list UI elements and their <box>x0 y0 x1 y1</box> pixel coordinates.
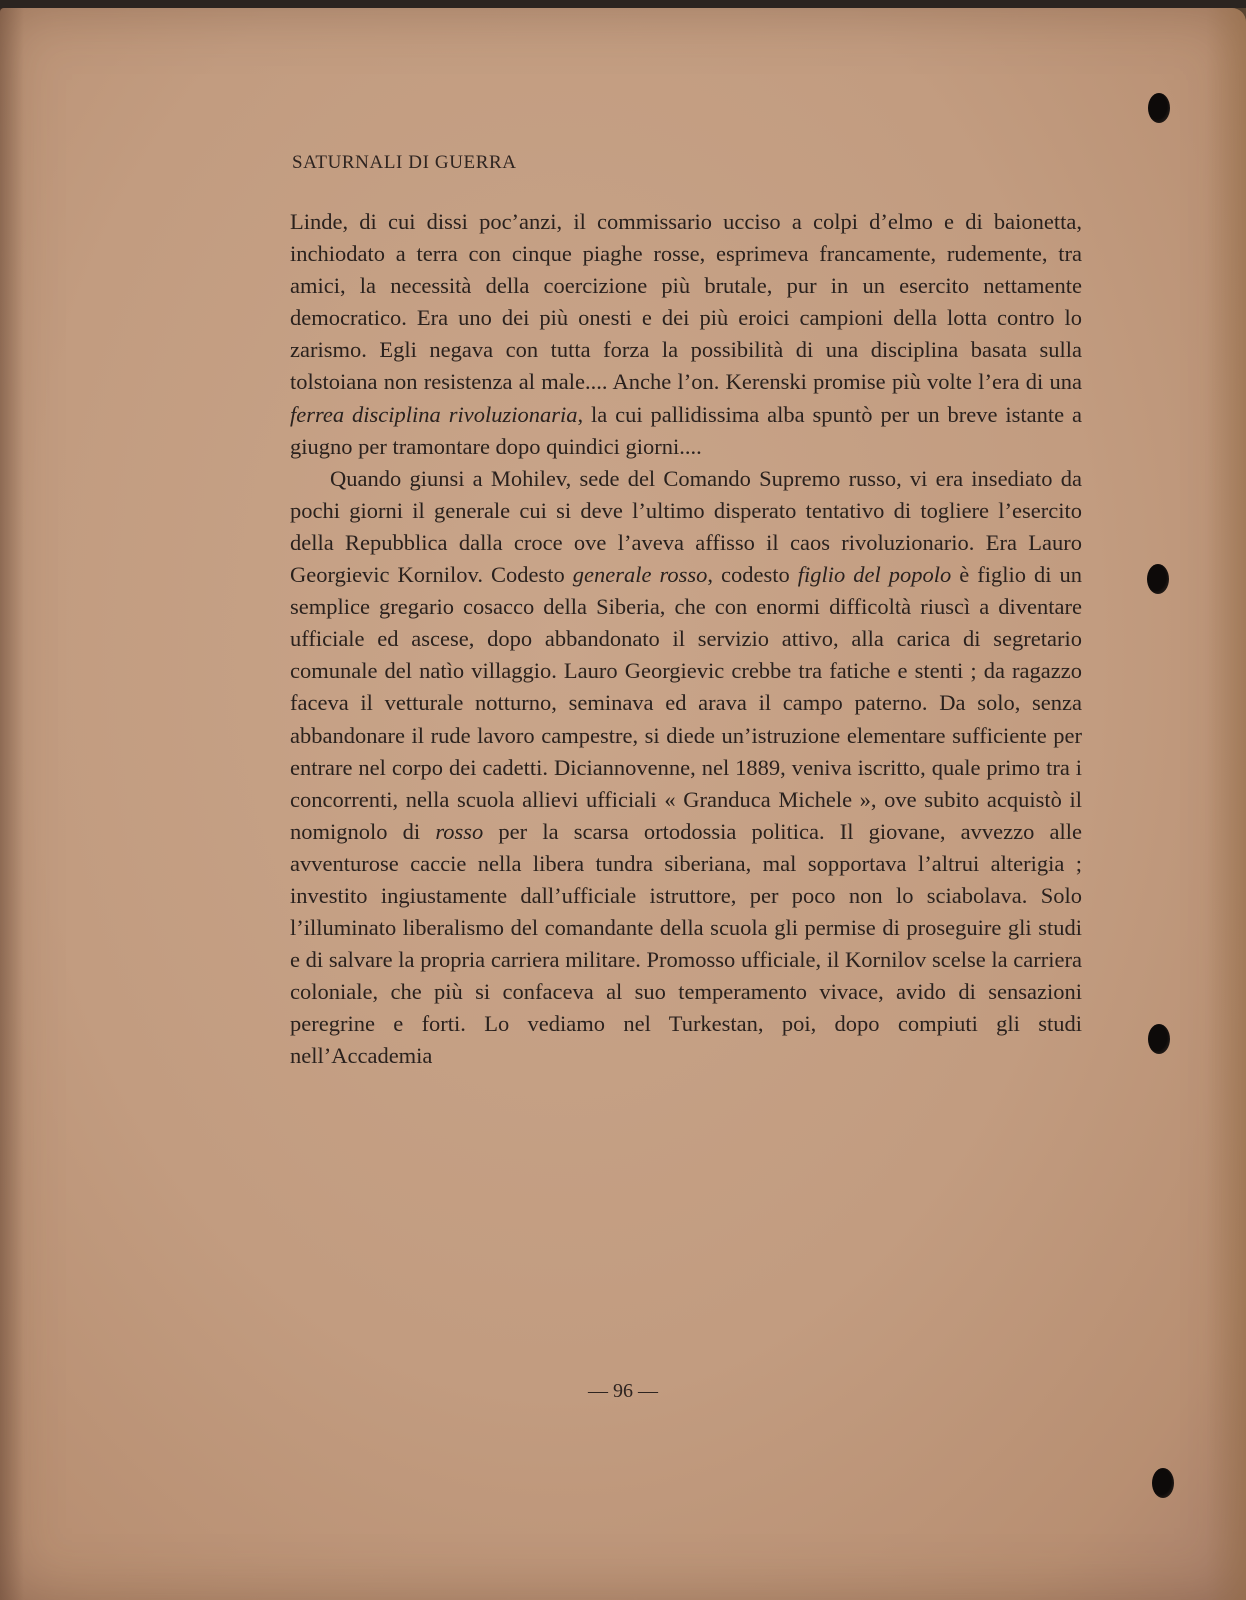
page-number: — 96 — <box>588 1380 658 1402</box>
text-segment: , codesto <box>707 562 798 588</box>
italic-phrase: ferrea disciplina rivoluzionaria <box>290 401 578 427</box>
italic-phrase: figlio del popolo <box>797 562 952 588</box>
text-segment: Linde, di cui dissi poc’anzi, il commissario ucciso a colpi d’elmo e di baionetta, inchiodato a terra con cinque piaghe rosse, esprimeva francamente, rudemente, tra amici, la necessità della coercizione più brutale, pur in un esercito nettamente democratico. Era uno dei più onesti e dei più eroici campioni della lotta contro lo zarismo. Egli negava con tutta forza la possibilità di una disciplina basata sulla tolstoiana non resistenza al male.... Anche l’on. Kerenski promise più volte l’era di una <box>290 209 1082 395</box>
book-page <box>0 8 1246 1600</box>
text-segment: per la scarsa ortodossia politica. Il giovane, avvezzo alle avventurose caccie nella libera tundra siberiana, mal sopportava l’altrui alterigia ; investito ingiustamente dall’ufficiale istruttore, per poco non lo sciabolava. Solo l’illuminato liberalismo del comandante della scuola gli permise di proseguire gli studi e di salvare la propria carriera militare. Promosso ufficiale, il Kornilov scelse la carriera coloniale, che più si confaceva al suo temperamento vivace, avido di sensazioni peregrine e forti. Lo vediamo nel Turkestan, poi, dopo compiuti gli studi nell’Accademia <box>290 818 1082 1069</box>
binder-hole-2 <box>1147 564 1169 594</box>
paragraph-1 <box>290 206 1082 463</box>
binder-hole-4 <box>1152 1468 1174 1498</box>
running-head: SATURNALI DI GUERRA <box>292 152 517 173</box>
italic-phrase: generale rosso <box>572 562 708 588</box>
paragraph-2 <box>290 463 1082 1073</box>
body-text <box>290 206 1082 1073</box>
binder-hole-1 <box>1148 93 1170 123</box>
binder-hole-3 <box>1148 1024 1170 1054</box>
text-segment: , la cui pallidissima alba spuntò per un breve istante a giugno per tramontare dopo quindici giorni.... <box>290 401 1082 459</box>
text-segment: Quando giunsi a Mohilev, sede del Comando Supremo russo, vi era insediato da pochi giorni il generale cui si deve l’ultimo disperato tentativo di togliere l’esercito della Repubblica dalla croce ove l’aveva affisso il caos rivoluzionario. Era Lauro Georgievic Kornilov. Codesto <box>290 465 1082 588</box>
text-segment: è figlio di un semplice gregario cosacco della Siberia, che con enormi difficoltà riuscì a diventare ufficiale ed ascese, dopo abbandonato il servizio attivo, alla carica di segretario comunale del natìo villaggio. Lauro Georgievic crebbe tra fatiche e stenti ; da ragazzo faceva il vetturale notturno, seminava ed arava il campo paterno. Da solo, senza abbandonare il rude lavoro campestre, si diede un’istruzione elementare sufficiente per entrare nel corpo dei cadetti. Diciannovenne, nel 1889, veniva iscritto, quale primo tra i concorrenti, nella scuola allievi ufficiali « Granduca Michele », ove subito acquistò il nomignolo di <box>290 562 1082 844</box>
italic-phrase: rosso <box>435 818 484 844</box>
